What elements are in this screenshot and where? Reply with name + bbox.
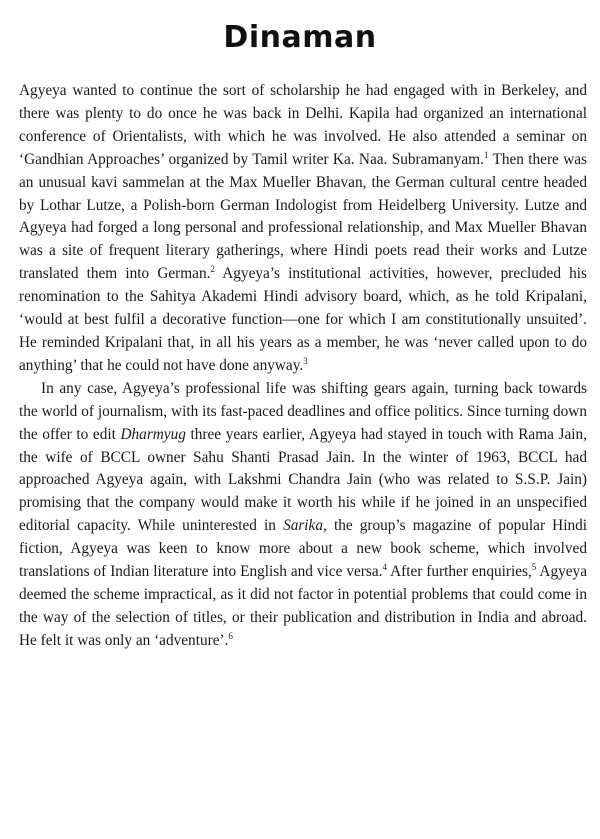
paragraph (19, 378, 587, 653)
paragraph-text: Then there was an unusual kavi sammelan at the Max Mueller Bhavan, the German cultural centre headed by Lothar Lutze, a Polish-born German Indologist from Heidelberg University. Lutze and Agyeya had forged a long personal and professional relationship, and Max Mueller Bhavan was a site of frequent literary gatherings, where Hindi poets read their works and Lutze translated them into German. (19, 150, 587, 283)
paragraph-text: In any case, Agyeya’s professional life was shifting gears again, turning back towards the world of journalism, with its fast-paced deadlines and office politics. Since turning down the offer to edit (19, 379, 587, 443)
footnote-marker: 4 (382, 561, 387, 572)
italic-title: Sarika (283, 517, 324, 535)
paragraph-text: Agyeya’s institutional activities, however, precluded his renomination to the Sahitya Akademi Hindi advisory board, which, as he told Kripalani, ‘would at best fulfil a decorative function—one for which I am constitutionally unsuited’. He reminded Kripalani that, in all his years as a member, he was ‘never called upon to do anything’ that he could not have done anyway. (19, 265, 587, 374)
footnote-marker: 6 (228, 630, 233, 641)
body-text (19, 80, 587, 653)
footnote-marker: 3 (303, 355, 308, 366)
paragraph-text: After further enquiries, (386, 563, 532, 581)
paragraph-text: , the group’s magazine of popular Hindi fiction, Agyeya was keen to know more about a new book scheme, which involved translations of Indian literature into English and vice versa. (19, 517, 587, 581)
footnote-marker: 5 (531, 561, 537, 572)
paragraph-text: Agyeya wanted to continue the sort of scholarship he had engaged with in Berkeley, and there was plenty to do once he was back in Delhi. Kapila had organized an international conference of Orientalists, with which he was involved. He also attended a seminar on ‘Gandhian Approaches’ organized by Tamil writer Ka. Naa. Subramanyam. (19, 82, 587, 168)
footnote-marker: 1 (483, 149, 489, 160)
chapter-title: Dinaman (223, 20, 377, 55)
paragraph-text: Agyeya deemed the scheme impractical, as it did not factor in potential problems that could come in the way of the selection of titles, or their publication and distribution in India and abroad. He felt it was only an ‘adventure’. (19, 563, 587, 649)
footnote-marker: 2 (210, 264, 215, 275)
paragraph-text: three years earlier, Agyeya had stayed in touch with Rama Jain, the wife of BCCL owner Sahu Shanti Prasad Jain. In the winter of 1963, BCCL had approached Agyeya again, with Lakshmi Chandra Jain (who was related to S.S.P. Jain) promising that the company would make it worth his while if he joined in an unspecified editorial capacity. While uninterested in (19, 425, 588, 535)
italic-title: Dharmyug (120, 425, 186, 443)
paragraph (19, 80, 587, 378)
